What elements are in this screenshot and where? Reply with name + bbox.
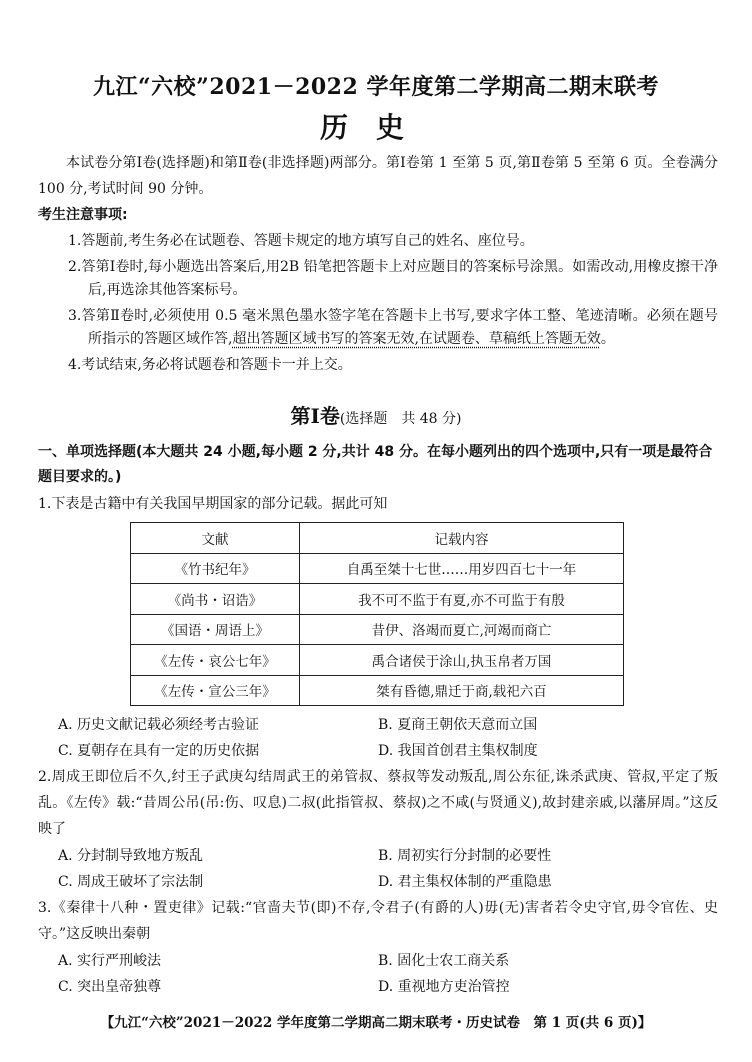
notice-item-3 <box>68 305 718 351</box>
table-row <box>131 553 624 584</box>
volume-subtitle: (选择题 共 48 分) <box>339 411 462 427</box>
table-header-content: 记载内容 <box>300 523 624 554</box>
question-1-table <box>130 522 624 706</box>
table-cell-content: 昔伊、洛竭而夏亡,河竭而商亡 <box>300 614 624 645</box>
table-cell-source: 《竹书纪年》 <box>131 553 300 584</box>
intro-paragraph: 本试卷分第Ⅰ卷(选择题)和第Ⅱ卷(非选择题)两部分。第Ⅰ卷第 1 至第 5 页,第Ⅱ卷第 5 至第 6 页。全卷满分 100 分,考试时间 90 分钟。 <box>38 155 718 197</box>
option-b: B. 周初实行分封制的必要性 <box>378 848 552 864</box>
question-1-stem: 1.下表是古籍中有关我国早期国家的部分记载。据此可知 <box>38 496 388 512</box>
question-1-options <box>58 712 718 764</box>
table-row <box>131 645 624 676</box>
table-cell-source: 《国语・周语上》 <box>131 614 300 645</box>
question-3-stem: 3.《秦律十八种・置吏律》记载:“官啬夫节(即)不存,令君子(有爵的人)毋(无)害者若令史守官,毋令官佐、史守。”这反映出秦朝 <box>38 900 718 942</box>
table-cell-content: 自禹至桀十七世……用岁四百七十一年 <box>300 553 624 584</box>
option-d: D. 我国首创君主集权制度 <box>378 743 538 759</box>
notice-item-3-end: 。 <box>600 331 615 347</box>
option-a: A. 分封制导致地方叛乱 <box>58 848 204 864</box>
option-a: A. 实行严刑峻法 <box>58 953 162 969</box>
table-cell-source: 《左传・哀公七年》 <box>131 645 300 676</box>
option-c: C. 夏朝存在具有一定的历史依据 <box>58 743 260 759</box>
table-row <box>131 584 624 615</box>
table-cell-source: 《左传・宣公三年》 <box>131 675 300 706</box>
option-c: C. 周成王破坏了宗法制 <box>58 874 204 890</box>
question-2-stem: 2.周成王即位后不久,纣王子武庚勾结周武王的弟管叔、蔡叔等发动叛乱,周公东征,诛杀武庚、管叔,平定了叛乱。《左传》载:“昔周公吊(吊:伤、叹息)二叔(此指管叔、蔡叔)之不咸(与贤通义),故封建亲戚,以藩屏周。”这反映了 <box>38 769 718 837</box>
table-cell-content: 禹合诸侯于涂山,执玉帛者万国 <box>300 645 624 676</box>
section-heading: 一、单项选择题(本大题共 24 小题,每小题 2 分,共计 48 分。在每小题列出的四个选项中,只有一项是最符合题目要求的。) <box>38 444 713 485</box>
option-b: B. 夏商王朝依天意而立国 <box>378 717 538 733</box>
option-b: B. 固化士农工商关系 <box>378 953 510 969</box>
exam-title: 九江“六校”2021－2022 学年度第二学期高二期末联考 <box>93 74 659 100</box>
table-cell-content: 桀有昏德,鼎迁于商,载祀六百 <box>300 675 624 706</box>
option-d: D. 重视地方吏治管控 <box>378 979 510 995</box>
table-row <box>131 675 624 706</box>
subject-title: 历史 <box>319 111 432 144</box>
table-cell-source: 《尚书・诏诰》 <box>131 584 300 615</box>
question-2-options <box>58 843 718 895</box>
notice-item-4: 4.考试结束,务必将试题卷和答题卡一并上交。 <box>68 357 352 373</box>
question-3-options <box>58 948 718 1000</box>
notice-item-2: 2.答第Ⅰ卷时,每小题选出答案后,用2B 铅笔把答题卡上对应题目的答案标号涂黑。如需改动,用橡皮擦干净后,再选涂其他答案标号。 <box>68 259 718 298</box>
option-d: D. 君主集权体制的严重隐患 <box>378 874 552 890</box>
table-header-source: 文献 <box>131 523 300 554</box>
table-row <box>131 614 624 645</box>
notice-item-3-text: 3.答第Ⅱ卷时,必须使用 0.5 毫米黑色墨水签字笔在答题卡上书写,要求字体工整、笔迹清晰。必须在题号所指示的答题区域作答, <box>68 308 718 347</box>
volume-title: 第Ⅰ卷 <box>290 404 340 428</box>
notice-item-1: 1.答题前,考生务必在试题卷、答题卡规定的地方填写自己的姓名、座位号。 <box>68 233 534 249</box>
volume-heading <box>0 400 752 429</box>
notice-item-3-emphasis: 超出答题区域书写的答案无效,在试题卷、草稿纸上答题无效 <box>232 331 601 347</box>
notice-list <box>68 230 718 380</box>
page-footer: 【九江“六校”2021－2022 学年度第二学期高二期末联考・历史试卷 第 1 页(共 6 页)】 <box>100 1015 652 1031</box>
notice-heading: 考生注意事项: <box>38 207 128 223</box>
table-header-row <box>131 523 624 554</box>
option-a: A. 历史文献记载必须经考古验证 <box>58 717 260 733</box>
option-c: C. 突出皇帝独尊 <box>58 979 162 995</box>
table-cell-content: 我不可不监于有夏,亦不可监于有殷 <box>300 584 624 615</box>
